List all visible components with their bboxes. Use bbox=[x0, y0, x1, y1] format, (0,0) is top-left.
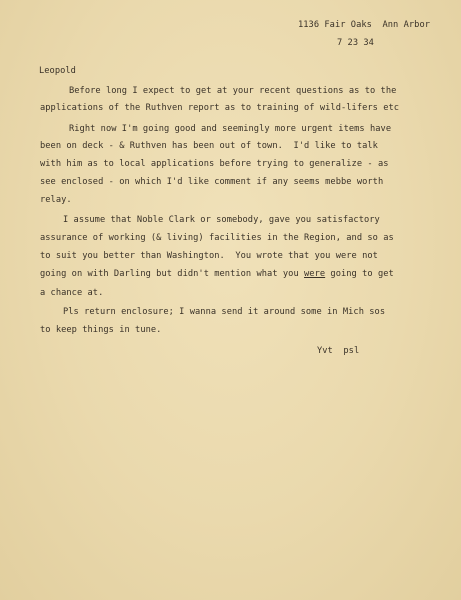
paragraph-3-line-2: assurance of working (& living) facilities in the Region, and so as bbox=[40, 233, 394, 243]
paragraph-3-line-4 bbox=[40, 269, 394, 279]
paragraph-2-line-5: relay. bbox=[40, 195, 72, 205]
paragraph-3-line-3: to suit you better than Washington. You wrote that you were not bbox=[40, 251, 378, 261]
paragraph-2-line-2: been on deck - & Ruthven has been out of town. I'd like to talk bbox=[40, 141, 378, 151]
salutation: Leopold bbox=[39, 66, 76, 76]
paragraph-4-line-1: Pls return enclosure; I wanna send it around some in Mich sos bbox=[63, 307, 386, 317]
paragraph-2-line-1: Right now I'm going good and seemingly more urgent items have bbox=[69, 124, 392, 134]
paragraph-1-line-1: Before long I expect to get at your recent questions as to the bbox=[69, 86, 397, 96]
signoff-initials: Yvt psl bbox=[317, 346, 360, 356]
letter-date: 7 23 34 bbox=[337, 38, 374, 48]
paragraph-2-line-3: with him as to local applications before trying to generalize - as bbox=[40, 159, 389, 169]
paragraph-2-line-4: see enclosed - on which I'd like comment if any seems mebbe worth bbox=[40, 177, 384, 187]
paragraph-1-line-2: applications of the Ruthven report as to training of wild-lifers etc bbox=[40, 103, 400, 113]
sender-address: 1136 Fair Oaks Ann Arbor bbox=[298, 20, 431, 30]
underlined-word: were bbox=[304, 269, 326, 279]
paragraph-4-line-2: to keep things in tune. bbox=[40, 325, 162, 335]
paragraph-3-line-1: I assume that Noble Clark or somebody, gave you satisfactory bbox=[63, 215, 380, 225]
paragraph-3-line-5: a chance at. bbox=[40, 288, 104, 298]
line-4-start: going on with Darling but didn't mention what you bbox=[40, 269, 305, 279]
line-4-end: going to get bbox=[325, 269, 394, 279]
